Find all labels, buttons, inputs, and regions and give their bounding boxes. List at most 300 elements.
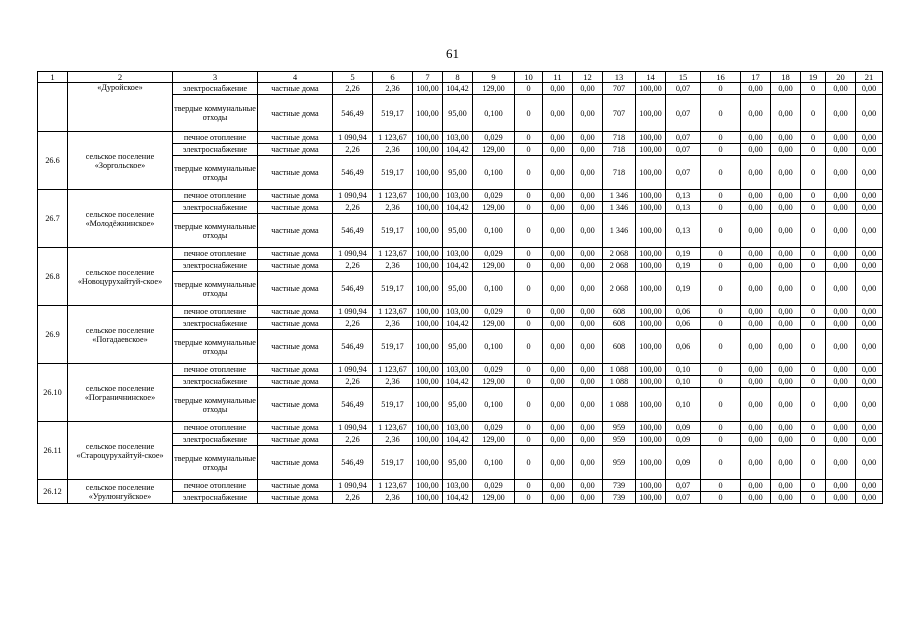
- table-cell: 959: [603, 422, 636, 434]
- table-cell: 0,00: [826, 364, 856, 376]
- table-cell: 0,07: [666, 144, 701, 156]
- table-cell: 0: [701, 318, 741, 330]
- table-cell: 0,00: [771, 214, 801, 248]
- table-cell: 100,00: [636, 306, 666, 318]
- table-cell: 0,00: [826, 260, 856, 272]
- table-cell: 2,26: [333, 318, 373, 330]
- table-cell: 0,00: [771, 260, 801, 272]
- table-cell: 0,00: [741, 376, 771, 388]
- table-cell: 0,00: [856, 272, 883, 306]
- table-cell: 0,00: [573, 388, 603, 422]
- table-cell: 0: [515, 190, 543, 202]
- table-cell: 0,00: [573, 260, 603, 272]
- table-cell: электроснабжение: [173, 144, 258, 156]
- table-cell: 0,00: [771, 318, 801, 330]
- table-cell: частные дома: [258, 83, 333, 95]
- table-cell: 0: [701, 214, 741, 248]
- table-cell: 546,49: [333, 156, 373, 190]
- table-cell: 0,029: [473, 422, 515, 434]
- table-cell: 104,42: [443, 434, 473, 446]
- table-cell: 0,00: [741, 83, 771, 95]
- table-cell: 1 090,94: [333, 364, 373, 376]
- table-cell: 100,00: [636, 132, 666, 144]
- table-cell: 1 346: [603, 190, 636, 202]
- table-cell: 0,00: [771, 330, 801, 364]
- table-cell: 104,42: [443, 83, 473, 95]
- table-cell: 0,00: [543, 364, 573, 376]
- table-cell: 0,06: [666, 318, 701, 330]
- table-cell: 0: [801, 364, 826, 376]
- table-cell: 100,00: [636, 144, 666, 156]
- table-row: [38, 132, 883, 144]
- table-row: [38, 306, 883, 318]
- table-cell: 0,00: [856, 480, 883, 492]
- table-cell: 0: [515, 214, 543, 248]
- table-cell: 0: [701, 330, 741, 364]
- table-cell: 0,00: [856, 144, 883, 156]
- table-cell: 0: [701, 260, 741, 272]
- table-cell: 0,00: [856, 388, 883, 422]
- table-cell: 103,00: [443, 422, 473, 434]
- table-cell: 0,00: [543, 248, 573, 260]
- table-cell: 519,17: [373, 272, 413, 306]
- table-cell: 0: [701, 144, 741, 156]
- table-cell: 546,49: [333, 272, 373, 306]
- table-body: [38, 72, 883, 504]
- table-cell: 1 090,94: [333, 248, 373, 260]
- table-cell: 2,26: [333, 144, 373, 156]
- table-cell: частные дома: [258, 190, 333, 202]
- table-cell: 104,42: [443, 492, 473, 504]
- table-cell: 0,00: [741, 306, 771, 318]
- table-cell: 0,00: [741, 364, 771, 376]
- table-cell: 0: [515, 95, 543, 132]
- table-cell: 0,100: [473, 214, 515, 248]
- column-number-cell: 13: [603, 72, 636, 83]
- table-cell: 959: [603, 434, 636, 446]
- table-cell: 0,00: [741, 214, 771, 248]
- table-cell: 1 088: [603, 364, 636, 376]
- table-cell: 0: [801, 434, 826, 446]
- table-cell: 2,36: [373, 318, 413, 330]
- table-cell: 1 123,67: [373, 248, 413, 260]
- table-cell: 0: [801, 318, 826, 330]
- table-cell: 0: [515, 156, 543, 190]
- table-cell: 0,00: [771, 446, 801, 480]
- table-cell: 0: [701, 132, 741, 144]
- group-number-cell: [38, 83, 68, 132]
- table-cell: 0,00: [543, 388, 573, 422]
- table-cell: 519,17: [373, 446, 413, 480]
- table-cell: 0: [515, 260, 543, 272]
- table-cell: 0,00: [771, 364, 801, 376]
- table-cell: частные дома: [258, 214, 333, 248]
- table-cell: 0,00: [741, 202, 771, 214]
- table-cell: 2,36: [373, 202, 413, 214]
- table-cell: 0,00: [543, 422, 573, 434]
- table-cell: 0,00: [771, 388, 801, 422]
- table-cell: 0: [515, 318, 543, 330]
- table-cell: 0,13: [666, 202, 701, 214]
- table-cell: 546,49: [333, 214, 373, 248]
- table-cell: частные дома: [258, 364, 333, 376]
- table-cell: 0,00: [856, 376, 883, 388]
- table-cell: 0,00: [826, 306, 856, 318]
- table-cell: 1 090,94: [333, 132, 373, 144]
- table-cell: 0,06: [666, 330, 701, 364]
- table-cell: 0,00: [543, 480, 573, 492]
- table-cell: 0: [701, 95, 741, 132]
- table-cell: 100,00: [413, 144, 443, 156]
- table-cell: твердые коммунальные отходы: [173, 95, 258, 132]
- table-cell: частные дома: [258, 446, 333, 480]
- column-number-cell: 19: [801, 72, 826, 83]
- table-cell: 1 123,67: [373, 132, 413, 144]
- table-cell: 0,00: [826, 480, 856, 492]
- table-cell: 0,00: [826, 330, 856, 364]
- table-cell: 0,100: [473, 156, 515, 190]
- table-cell: 100,00: [413, 214, 443, 248]
- table-cell: 100,00: [413, 318, 443, 330]
- table-cell: 100,00: [413, 422, 443, 434]
- table-cell: 1 088: [603, 376, 636, 388]
- table-cell: 0,00: [826, 492, 856, 504]
- table-cell: 100,00: [413, 260, 443, 272]
- table-cell: 0,00: [826, 83, 856, 95]
- table-cell: 100,00: [413, 202, 443, 214]
- table-cell: 129,00: [473, 434, 515, 446]
- table-cell: 546,49: [333, 330, 373, 364]
- table-cell: 0,09: [666, 446, 701, 480]
- table-cell: 0,00: [771, 422, 801, 434]
- column-number-cell: 6: [373, 72, 413, 83]
- table-cell: 718: [603, 132, 636, 144]
- table-cell: частные дома: [258, 272, 333, 306]
- column-number-cell: 20: [826, 72, 856, 83]
- table-cell: 100,00: [636, 272, 666, 306]
- table-cell: частные дома: [258, 306, 333, 318]
- table-cell: 129,00: [473, 144, 515, 156]
- table-cell: 0,00: [771, 306, 801, 318]
- table-cell: 0,00: [826, 388, 856, 422]
- group-number-cell: 26.9: [38, 306, 68, 364]
- table-cell: 0,00: [573, 446, 603, 480]
- table-cell: 0: [515, 248, 543, 260]
- table-cell: твердые коммунальные отходы: [173, 156, 258, 190]
- table-cell: 103,00: [443, 248, 473, 260]
- table-cell: 0,00: [543, 260, 573, 272]
- table-cell: 100,00: [636, 83, 666, 95]
- table-cell: печное отопление: [173, 480, 258, 492]
- table-cell: 0: [701, 272, 741, 306]
- table-cell: 0,029: [473, 306, 515, 318]
- table-cell: 0,00: [741, 388, 771, 422]
- table-cell: частные дома: [258, 260, 333, 272]
- table-cell: 0: [515, 388, 543, 422]
- table-cell: 0,00: [543, 202, 573, 214]
- table-cell: 0: [701, 190, 741, 202]
- column-number-cell: 2: [68, 72, 173, 83]
- table-cell: 100,00: [413, 446, 443, 480]
- column-number-row: [38, 72, 883, 83]
- table-cell: 0,00: [543, 144, 573, 156]
- table-cell: 0: [515, 434, 543, 446]
- table-cell: 2,36: [373, 144, 413, 156]
- table-cell: 0,00: [771, 376, 801, 388]
- table-cell: 0,00: [856, 306, 883, 318]
- table-cell: 1 123,67: [373, 364, 413, 376]
- table-cell: 519,17: [373, 156, 413, 190]
- table-cell: 0,00: [856, 156, 883, 190]
- table-cell: 0,00: [856, 318, 883, 330]
- table-cell: 95,00: [443, 272, 473, 306]
- table-cell: 100,00: [636, 318, 666, 330]
- table-cell: 1 346: [603, 214, 636, 248]
- table-cell: 100,00: [413, 248, 443, 260]
- table-cell: 0,00: [826, 446, 856, 480]
- table-cell: 100,00: [636, 422, 666, 434]
- table-cell: частные дома: [258, 376, 333, 388]
- table-cell: 0: [515, 422, 543, 434]
- table-cell: 0,00: [771, 248, 801, 260]
- table-cell: 519,17: [373, 330, 413, 364]
- table-cell: 0,029: [473, 248, 515, 260]
- table-cell: 100,00: [636, 260, 666, 272]
- table-cell: 0,00: [573, 376, 603, 388]
- table-cell: 0,00: [543, 306, 573, 318]
- table-cell: печное отопление: [173, 306, 258, 318]
- table-cell: 0,00: [741, 434, 771, 446]
- table-cell: 100,00: [413, 434, 443, 446]
- table-cell: 0,00: [573, 132, 603, 144]
- table-cell: частные дома: [258, 132, 333, 144]
- table-cell: 0,00: [826, 132, 856, 144]
- column-number-cell: 8: [443, 72, 473, 83]
- table-cell: 0: [801, 156, 826, 190]
- table-cell: 0,13: [666, 214, 701, 248]
- table-cell: 2 068: [603, 272, 636, 306]
- table-cell: 1 123,67: [373, 422, 413, 434]
- table-cell: 100,00: [636, 388, 666, 422]
- table-row: [38, 248, 883, 260]
- table-cell: 0,00: [573, 83, 603, 95]
- column-number-cell: 1: [38, 72, 68, 83]
- table-cell: 2 068: [603, 260, 636, 272]
- table-cell: 0,00: [741, 156, 771, 190]
- table-cell: 95,00: [443, 388, 473, 422]
- table-cell: 739: [603, 492, 636, 504]
- group-number-cell: 26.7: [38, 190, 68, 248]
- table-cell: 0,00: [826, 422, 856, 434]
- table-cell: 718: [603, 144, 636, 156]
- group-number-cell: 26.11: [38, 422, 68, 480]
- table-cell: 0,00: [856, 214, 883, 248]
- table-cell: 100,00: [636, 95, 666, 132]
- table-cell: 707: [603, 83, 636, 95]
- table-cell: электроснабжение: [173, 260, 258, 272]
- table-cell: 0,00: [771, 202, 801, 214]
- table-row: [38, 480, 883, 492]
- table-cell: 0,00: [741, 330, 771, 364]
- table-cell: 100,00: [636, 480, 666, 492]
- table-cell: 0,00: [826, 144, 856, 156]
- table-cell: 0,10: [666, 376, 701, 388]
- table-cell: 0,00: [741, 318, 771, 330]
- table-cell: частные дома: [258, 330, 333, 364]
- table-cell: 519,17: [373, 214, 413, 248]
- table-cell: частные дома: [258, 434, 333, 446]
- table-cell: 0,100: [473, 388, 515, 422]
- table-cell: 0,09: [666, 434, 701, 446]
- table-cell: 2,36: [373, 260, 413, 272]
- table-cell: 519,17: [373, 388, 413, 422]
- column-number-cell: 3: [173, 72, 258, 83]
- table-cell: 0,00: [856, 202, 883, 214]
- table-cell: 608: [603, 330, 636, 364]
- table-cell: 0,00: [826, 248, 856, 260]
- table-cell: 0,100: [473, 95, 515, 132]
- table-cell: 100,00: [413, 364, 443, 376]
- table-cell: 0: [801, 446, 826, 480]
- table-cell: 100,00: [636, 376, 666, 388]
- table-cell: 0: [701, 480, 741, 492]
- table-cell: 739: [603, 480, 636, 492]
- table-cell: 2,36: [373, 83, 413, 95]
- table-cell: 0,00: [741, 272, 771, 306]
- table-cell: 0: [701, 446, 741, 480]
- table-cell: 129,00: [473, 202, 515, 214]
- table-cell: 0,00: [826, 190, 856, 202]
- table-cell: 0,00: [741, 132, 771, 144]
- table-cell: 0,00: [826, 272, 856, 306]
- table-cell: печное отопление: [173, 190, 258, 202]
- table-cell: 0: [801, 202, 826, 214]
- table-cell: 0,07: [666, 83, 701, 95]
- table-cell: электроснабжение: [173, 202, 258, 214]
- table-cell: 0,00: [543, 318, 573, 330]
- table-cell: 959: [603, 446, 636, 480]
- table-cell: 0,10: [666, 364, 701, 376]
- settlement-name-cell: сельское поселение «Новоцурухайтуй-ское»: [68, 248, 173, 306]
- table-cell: 104,42: [443, 376, 473, 388]
- table-cell: 0: [801, 132, 826, 144]
- table-cell: 100,00: [636, 156, 666, 190]
- table-cell: 0: [701, 202, 741, 214]
- table-cell: частные дома: [258, 144, 333, 156]
- table-cell: 0,00: [543, 272, 573, 306]
- column-number-cell: 16: [701, 72, 741, 83]
- table-cell: 0,00: [741, 492, 771, 504]
- table-cell: 0,00: [771, 492, 801, 504]
- table-cell: 0,10: [666, 388, 701, 422]
- table-cell: 2,26: [333, 434, 373, 446]
- table-cell: электроснабжение: [173, 83, 258, 95]
- column-number-cell: 9: [473, 72, 515, 83]
- column-number-cell: 17: [741, 72, 771, 83]
- table-cell: 0,00: [856, 446, 883, 480]
- table-cell: 0,07: [666, 95, 701, 132]
- table-cell: 1 123,67: [373, 306, 413, 318]
- table-cell: 0: [701, 306, 741, 318]
- table-cell: 104,42: [443, 144, 473, 156]
- table-cell: 2,36: [373, 434, 413, 446]
- table-cell: 0: [515, 202, 543, 214]
- column-number-cell: 11: [543, 72, 573, 83]
- table-cell: 0,07: [666, 132, 701, 144]
- column-number-cell: 7: [413, 72, 443, 83]
- table-cell: печное отопление: [173, 364, 258, 376]
- table-cell: 707: [603, 95, 636, 132]
- table-cell: 0,00: [741, 446, 771, 480]
- table-cell: 0: [515, 330, 543, 364]
- table-cell: 0,00: [771, 95, 801, 132]
- table-cell: 100,00: [636, 446, 666, 480]
- table-cell: 0,00: [741, 248, 771, 260]
- table-cell: 0,19: [666, 260, 701, 272]
- table-cell: 0,07: [666, 156, 701, 190]
- table-cell: 0: [701, 156, 741, 190]
- table-cell: 608: [603, 306, 636, 318]
- table-cell: 0,00: [741, 480, 771, 492]
- table-cell: 1 088: [603, 388, 636, 422]
- table-cell: 0,00: [543, 446, 573, 480]
- table-cell: 0: [515, 446, 543, 480]
- table-cell: 0: [801, 388, 826, 422]
- table-cell: 100,00: [413, 388, 443, 422]
- table-cell: 0,00: [573, 272, 603, 306]
- table-cell: 0,100: [473, 272, 515, 306]
- table-cell: 129,00: [473, 376, 515, 388]
- table-cell: 2,26: [333, 376, 373, 388]
- table-cell: частные дома: [258, 156, 333, 190]
- group-number-cell: 26.8: [38, 248, 68, 306]
- table-cell: 0,19: [666, 248, 701, 260]
- table-cell: 0,00: [543, 95, 573, 132]
- table-cell: 546,49: [333, 446, 373, 480]
- table-cell: 100,00: [413, 83, 443, 95]
- column-number-cell: 10: [515, 72, 543, 83]
- table-cell: 1 090,94: [333, 422, 373, 434]
- table-cell: 0,00: [573, 144, 603, 156]
- table-cell: 0,00: [826, 376, 856, 388]
- table-cell: 100,00: [636, 492, 666, 504]
- table-cell: частные дома: [258, 95, 333, 132]
- table-cell: 0: [701, 434, 741, 446]
- table-cell: 0: [701, 388, 741, 422]
- table-cell: 95,00: [443, 446, 473, 480]
- table-cell: 100,00: [636, 330, 666, 364]
- table-cell: 100,00: [636, 214, 666, 248]
- table-cell: 1 090,94: [333, 480, 373, 492]
- table-cell: 0,00: [856, 83, 883, 95]
- table-cell: электроснабжение: [173, 434, 258, 446]
- table-cell: 0,00: [543, 214, 573, 248]
- table-cell: 608: [603, 318, 636, 330]
- table-cell: 0: [801, 144, 826, 156]
- table-cell: 0: [515, 272, 543, 306]
- table-cell: 0,100: [473, 330, 515, 364]
- table-cell: 0,00: [573, 422, 603, 434]
- table-cell: 0,00: [543, 376, 573, 388]
- table-cell: 0,00: [573, 318, 603, 330]
- table-cell: 0,00: [543, 330, 573, 364]
- table-cell: 0,00: [573, 364, 603, 376]
- table-cell: 104,42: [443, 318, 473, 330]
- table-cell: твердые коммунальные отходы: [173, 330, 258, 364]
- table-cell: печное отопление: [173, 422, 258, 434]
- table-cell: 0: [701, 422, 741, 434]
- table-cell: 0,00: [771, 132, 801, 144]
